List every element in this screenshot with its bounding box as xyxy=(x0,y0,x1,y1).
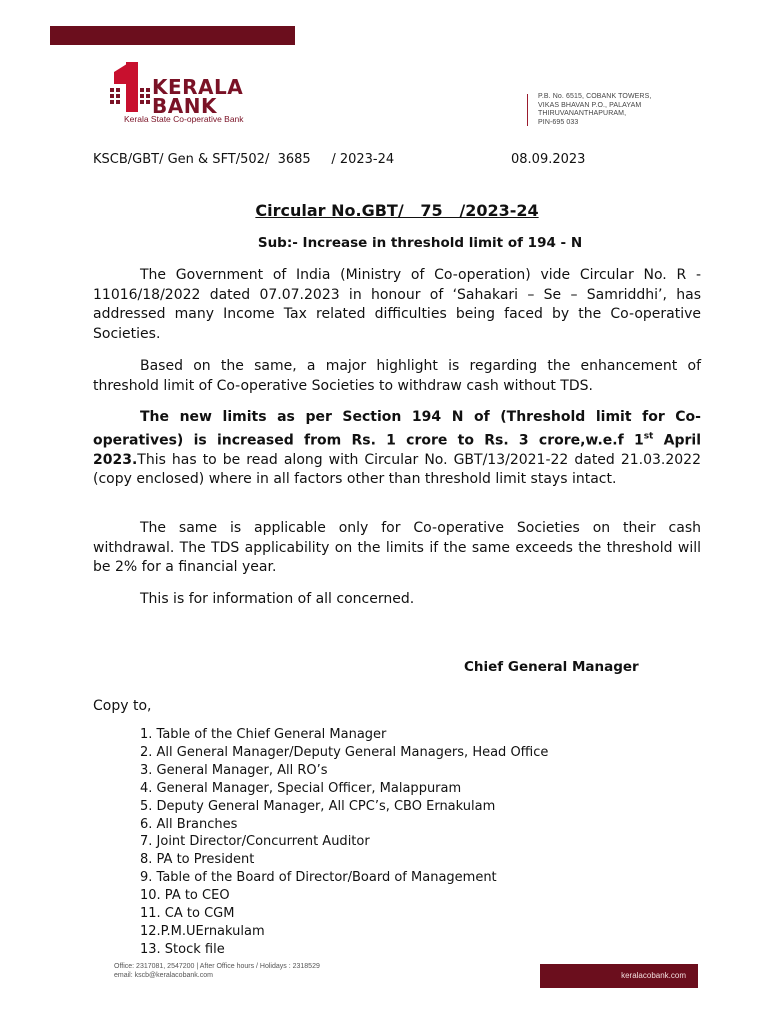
paragraph-3-superscript: st xyxy=(643,431,654,442)
list-item: 6. All Branches xyxy=(140,816,238,832)
logo-line-1: KERALA xyxy=(152,75,244,99)
subject-line: Sub:- Increase in threshold limit of 194 - N xyxy=(257,235,583,251)
paragraph-5: This is for information of all concerned. xyxy=(140,591,415,607)
address-line: P.B. No. 6515, COBANK TOWERS, xyxy=(538,93,652,100)
circular-date: 08.09.2023 xyxy=(511,152,586,167)
paragraph-3 xyxy=(93,408,701,490)
list-item: 10. PA to CEO xyxy=(140,888,230,904)
paragraph-1: The Government of India (Ministry of Co-operation) vide Circular No. R - 11016/18/2022 dated 07.07.2023 in honour of ‘Sahakari – Se – Samriddhi’, has addressed many Income Tax related difficulties being faced by the Co-operative Societies. xyxy=(93,267,701,342)
address-divider xyxy=(527,94,528,126)
footer-email: email: kscb@keralacobank.com xyxy=(114,971,213,979)
letterhead-top-bar xyxy=(50,26,295,45)
footer-website: keralacobank.com xyxy=(621,971,686,980)
footer-contact xyxy=(114,963,320,980)
list-item: 3. General Manager, All RO’s xyxy=(140,762,328,778)
logo-mark-icon xyxy=(108,62,152,114)
footer-phone: Office: 2317081, 2547200 | After Office hours / Holidays : 2318529 xyxy=(114,963,320,970)
address-line: PIN-695 033 xyxy=(538,118,579,126)
copy-to-label: Copy to, xyxy=(93,698,152,714)
paragraph-2: Based on the same, a major highlight is regarding the enhancement of threshold limit of Co-operative Societies to withdraw cash without TDS. xyxy=(93,358,701,394)
list-item: 4. General Manager, Special Officer, Malappuram xyxy=(140,780,462,796)
list-item: 11. CA to CGM xyxy=(140,906,235,922)
list-item: 13. Stock file xyxy=(140,941,225,957)
paragraph-3-bold: The new limits as per Section 194 N of (Threshold limit for Co-operatives) is increased from Rs. 1 crore to Rs. 3 crore,w.e.f 1 xyxy=(93,409,701,449)
copy-to-list xyxy=(140,726,548,959)
kerala-bank-logo xyxy=(108,62,288,128)
paragraph-3-rest: This has to be read along with Circular No. GBT/13/2021-22 dated 21.03.2022 (copy enclosed) where in all factors other than threshold limit stays intact. xyxy=(93,451,701,488)
logo-line-2: BANK xyxy=(152,94,217,118)
list-item: 2. All General Manager/Deputy General Managers, Head Office xyxy=(140,744,549,760)
paragraph-4: The same is applicable only for Co-operative Societies on their cash withdrawal. The TDS applicability on the limits if the same exceeds the threshold will be 2% for a financial year. xyxy=(93,520,701,575)
list-item: 7. Joint Director/Concurrent Auditor xyxy=(140,834,370,850)
footer-bar xyxy=(540,964,698,988)
list-item: 8. PA to President xyxy=(140,852,255,868)
list-item: 5. Deputy General Manager, All CPC’s, CBO Ernakulam xyxy=(140,798,496,814)
list-item: 9. Table of the Board of Director/Board of Management xyxy=(140,870,497,886)
reference-number: KSCB/GBT/ Gen & SFT/502/ 3685 / 2023-24 xyxy=(93,152,395,167)
address-line: THIRUVANANTHAPURAM, xyxy=(538,110,627,118)
paragraph-3-bold-2: April 2023. xyxy=(93,432,701,468)
address-line: VIKAS BHAVAN P.O., PALAYAM xyxy=(538,101,642,109)
logo-wordmark xyxy=(152,75,244,118)
list-item: 1. Table of the Chief General Manager xyxy=(140,727,387,742)
list-item: 12.P.M.UErnakulam xyxy=(140,923,265,939)
signatory: Chief General Manager xyxy=(464,659,639,675)
bank-address xyxy=(538,93,651,127)
logo-subtitle: Kerala State Co-operative Bank xyxy=(124,114,244,124)
circular-title: Circular No.GBT/ 75 /2023-24 xyxy=(255,201,539,220)
